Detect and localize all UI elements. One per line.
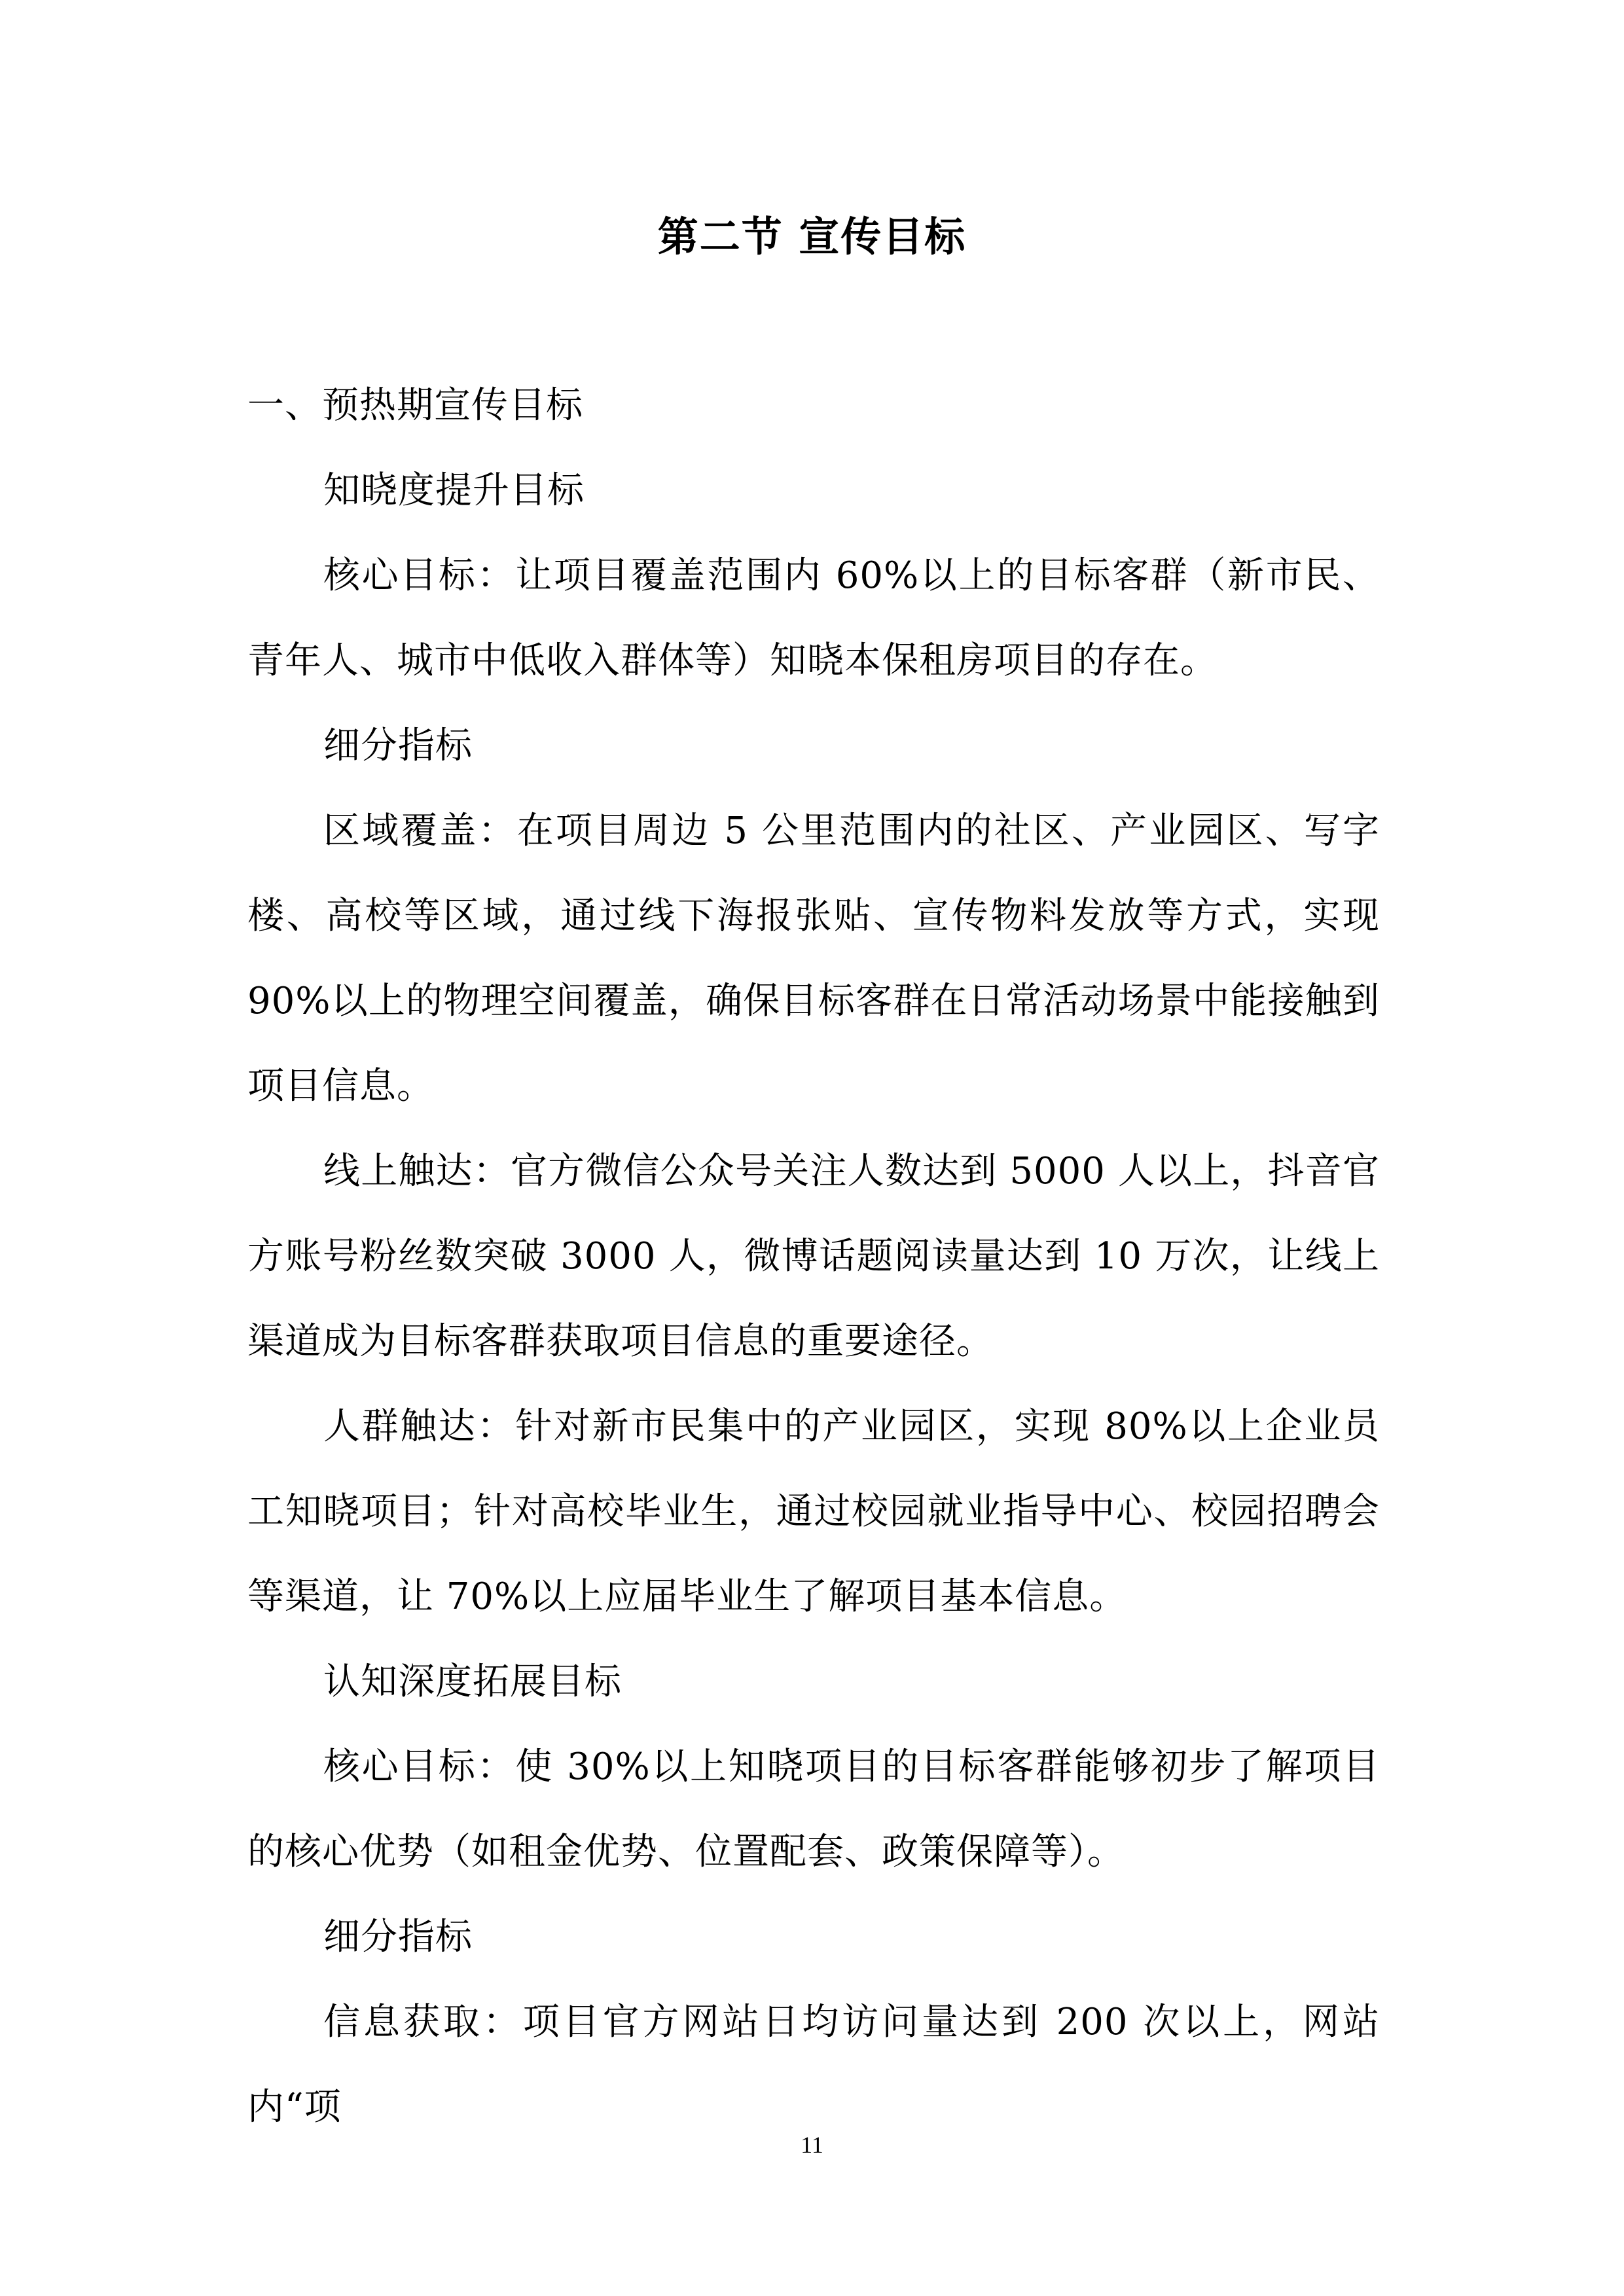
paragraph-core-goal-cognition: 核心目标：使 30%以上知晓项目的目标客群能够初步了解项目的核心优势（如租金优势、位置配套、政策保障等）。	[247, 1746, 1380, 1873]
subheading-breakdown-1: 细分指标	[323, 725, 473, 767]
subheading-cognition-depth: 认知深度拓展目标	[323, 1660, 622, 1703]
heading-preheat-goals: 一、预热期宣传目标	[247, 384, 583, 427]
section-title: 第二节 宣传目标	[657, 213, 967, 260]
paragraph-online-reach: 线上触达：官方微信公众号关注人数达到 5000 人以上，抖音官方账号粉丝数突破 3000 人，微博话题阅读量达到 10 万次，让线上渠道成为目标客群获取项目信息的重要途径。	[247, 1150, 1380, 1363]
body-text	[247, 363, 1380, 2150]
paragraph-core-goal-awareness: 核心目标：让项目覆盖范围内 60%以上的目标客群（新市民、青年人、城市中低收入群体等）知晓本保租房项目的存在。	[247, 554, 1380, 682]
paragraph-regional-coverage: 区域覆盖：在项目周边 5 公里范围内的社区、产业园区、写字楼、高校等区域，通过线下海报张贴、宣传物料发放等方式，实现 90%以上的物理空间覆盖，确保目标客群在日常活动场景中能接触到项目信息。	[247, 810, 1380, 1107]
subheading-breakdown-2: 细分指标	[323, 1916, 473, 1958]
page-number: 11	[801, 2132, 823, 2158]
paragraph-information-access: 信息获取：项目官方网站日均访问量达到 200 次以上，网站内“项	[247, 2001, 1380, 2128]
paragraph-crowd-reach: 人群触达：针对新市民集中的产业园区，实现 80%以上企业员工知晓项目；针对高校毕业生，通过校园就业指导中心、校园招聘会等渠道，让 70%以上应届毕业生了解项目基本信息。	[247, 1405, 1380, 1618]
subheading-awareness: 知晓度提升目标	[323, 469, 585, 512]
